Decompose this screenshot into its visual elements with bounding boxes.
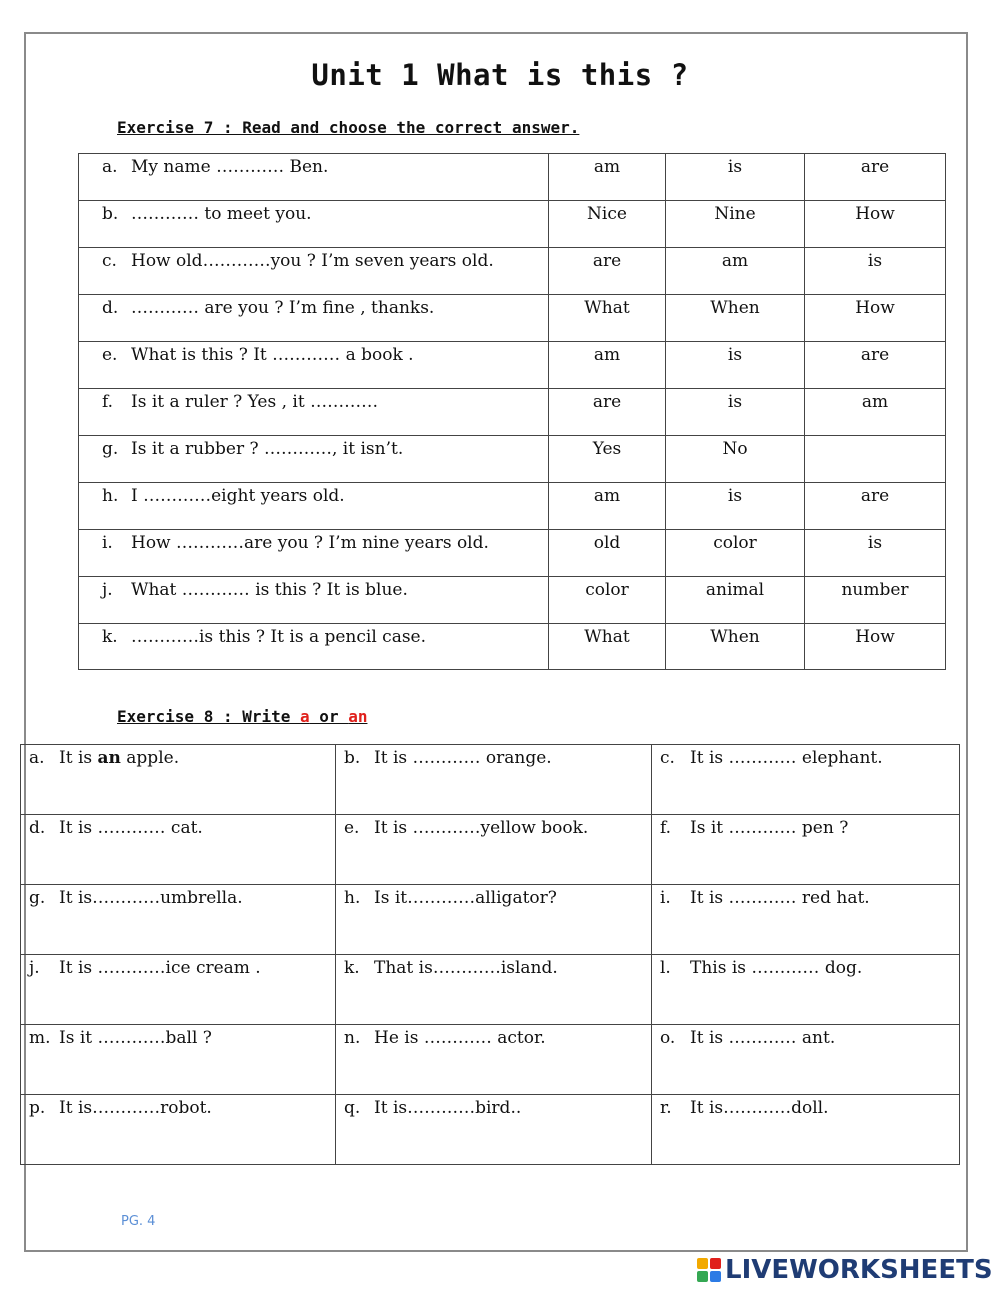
ex7-option[interactable]: old [549, 530, 666, 577]
ex7-option[interactable] [805, 436, 946, 483]
ex7-row [79, 201, 946, 248]
ex8-cell[interactable] [652, 885, 960, 955]
ex7-option[interactable]: am [666, 248, 805, 295]
ex7-row [79, 154, 946, 201]
ex7-question-text: What ………… is this ? It is blue. [131, 580, 408, 600]
ex7-row [79, 342, 946, 389]
ex7-option[interactable]: is [666, 154, 805, 201]
ex8-row [21, 885, 960, 955]
ex7-option[interactable]: No [666, 436, 805, 483]
ex8-text: It is…………doll. [690, 1098, 829, 1118]
ex8-label: d. [29, 818, 46, 838]
ex7-option[interactable]: color [666, 530, 805, 577]
ex7-option[interactable]: animal [666, 577, 805, 624]
ex7-question [79, 530, 549, 577]
ex7-option[interactable]: Nice [549, 201, 666, 248]
ex7-option[interactable]: is [666, 483, 805, 530]
ex7-option[interactable]: are [549, 389, 666, 436]
ex7-question-text: ………… to meet you. [131, 204, 312, 224]
ex8-label: a. [29, 748, 45, 768]
exercise-7-table [78, 153, 946, 670]
ex7-row [79, 436, 946, 483]
ex8-label: k. [344, 958, 360, 978]
ex7-row [79, 624, 946, 670]
ex8-label: q. [344, 1098, 361, 1118]
ex8-text: It is …………yellow book. [374, 818, 589, 838]
ex7-option[interactable]: What [549, 295, 666, 342]
ex7-question-text: How old…………you ? I’m seven years old. [131, 251, 494, 271]
ex8-row [21, 1025, 960, 1095]
ex8-text: That is…………island. [374, 958, 558, 978]
ex7-question-label: a. [102, 157, 118, 177]
ex8-label: m. [29, 1028, 51, 1048]
ex8-label: n. [344, 1028, 361, 1048]
ex7-question-label: j. [102, 580, 113, 600]
ex7-question-text: …………is this ? It is a pencil case. [131, 627, 427, 647]
ex7-option[interactable]: am [805, 389, 946, 436]
ex8-cell[interactable] [336, 745, 652, 815]
exercise-8-heading [117, 707, 367, 726]
ex7-question-label: g. [102, 439, 119, 459]
ex7-question-label: h. [102, 486, 119, 506]
ex7-row [79, 530, 946, 577]
ex8-cell[interactable] [652, 955, 960, 1025]
ex7-option[interactable]: How [805, 624, 946, 670]
ex8-cell[interactable] [652, 815, 960, 885]
ex7-option[interactable]: How [805, 295, 946, 342]
ex8-label: p. [29, 1098, 46, 1118]
ex7-question-label: d. [102, 298, 119, 318]
ex8-text: It is…………umbrella. [59, 888, 243, 908]
ex8-row [21, 815, 960, 885]
ex7-question-text: Is it a ruler ? Yes , it ………… [131, 392, 379, 412]
ex7-question-label: k. [102, 627, 118, 647]
ex8-text: This is ………… dog. [690, 958, 863, 978]
ex8-text: Is it…………alligator? [374, 888, 557, 908]
ex7-question [79, 342, 549, 389]
ex8-row [21, 745, 960, 815]
ex7-row [79, 577, 946, 624]
ex7-option[interactable]: am [549, 154, 666, 201]
ex7-question-label: c. [102, 251, 117, 271]
ex7-question-text: ………… are you ? I’m fine , thanks. [131, 298, 435, 318]
ex7-option[interactable]: What [549, 624, 666, 670]
ex7-option[interactable]: are [805, 483, 946, 530]
ex8-cell[interactable] [336, 885, 652, 955]
ex7-option[interactable]: is [805, 248, 946, 295]
ex8-text: It is ………… orange. [374, 748, 552, 768]
ex8-label: f. [660, 818, 672, 838]
exercise-8-heading-or: or [309, 707, 349, 726]
ex7-question [79, 577, 549, 624]
page-number: PG. 4 [121, 1214, 156, 1229]
ex8-text: It is ………… ant. [690, 1028, 836, 1048]
ex7-question [79, 295, 549, 342]
ex8-label: j. [29, 958, 40, 978]
liveworksheets-logo [697, 1255, 993, 1285]
ex8-label: i. [660, 888, 671, 908]
ex8-text: It is ………… cat. [59, 818, 203, 838]
ex8-text: He is ………… actor. [374, 1028, 546, 1048]
exercise-8-table [20, 744, 960, 1165]
ex7-option[interactable]: color [549, 577, 666, 624]
ex7-question [79, 389, 549, 436]
ex8-text: It is…………bird.. [374, 1098, 522, 1118]
ex7-option[interactable]: Nine [666, 201, 805, 248]
ex8-label: b. [344, 748, 361, 768]
ex7-question [79, 201, 549, 248]
ex8-row [21, 1095, 960, 1165]
ex7-question-label: b. [102, 204, 119, 224]
ex7-question-label: e. [102, 345, 118, 365]
ex7-question [79, 154, 549, 201]
exercise-8-heading-a: a [300, 707, 310, 726]
ex8-cell[interactable] [336, 1095, 652, 1165]
ex8-text: It is ………… red hat. [690, 888, 870, 908]
ex8-text: It is …………ice cream . [59, 958, 261, 978]
ex8-cell[interactable] [21, 1095, 336, 1165]
ex7-option[interactable]: are [549, 248, 666, 295]
ex7-option[interactable]: When [666, 295, 805, 342]
ex7-question-text: What is this ? It ………… a book . [131, 345, 414, 365]
ex7-question-text: How …………are you ? I’m nine years old. [131, 533, 489, 553]
ex8-label: o. [660, 1028, 676, 1048]
ex7-row [79, 248, 946, 295]
ex7-option[interactable]: is [666, 389, 805, 436]
ex7-question [79, 624, 549, 670]
ex7-option[interactable]: When [666, 624, 805, 670]
exercise-7-heading: Exercise 7 : Read and choose the correct answer. [117, 118, 580, 137]
ex8-cell[interactable] [652, 1025, 960, 1095]
ex8-cell[interactable] [336, 955, 652, 1025]
ex8-text-before: It is [59, 748, 98, 768]
ex7-option[interactable]: Yes [549, 436, 666, 483]
ex8-example-answer: an [97, 748, 121, 768]
ex7-option[interactable]: How [805, 201, 946, 248]
logo-text: LIVEWORKSHEETS [725, 1255, 993, 1285]
ex8-label: l. [660, 958, 671, 978]
page-title: Unit 1 What is this ? [311, 58, 689, 92]
ex7-question-label: f. [102, 392, 114, 412]
ex8-cell[interactable] [336, 1025, 652, 1095]
ex8-text: It is…………robot. [59, 1098, 212, 1118]
ex8-cell[interactable] [652, 745, 960, 815]
ex8-label: h. [344, 888, 361, 908]
ex7-option[interactable]: is [666, 342, 805, 389]
ex8-text: Is it …………ball ? [59, 1028, 212, 1048]
ex7-row [79, 295, 946, 342]
ex7-question [79, 436, 549, 483]
exercise-8-heading-prefix: Exercise 8 : Write [117, 707, 301, 726]
ex8-cell [21, 745, 336, 815]
ex7-option[interactable]: am [549, 483, 666, 530]
ex8-cell[interactable] [336, 815, 652, 885]
ex8-cell[interactable] [652, 1095, 960, 1165]
ex8-cell[interactable] [21, 955, 336, 1025]
ex7-row [79, 389, 946, 436]
ex7-question-text: My name ………… Ben. [131, 157, 329, 177]
ex7-question [79, 483, 549, 530]
ex8-label: g. [29, 888, 46, 908]
ex7-question-label: i. [102, 533, 113, 553]
ex8-label: c. [660, 748, 675, 768]
ex7-option[interactable]: am [549, 342, 666, 389]
ex8-label: e. [344, 818, 360, 838]
exercise-8-heading-an: an [348, 707, 368, 726]
ex8-cell[interactable] [21, 1025, 336, 1095]
ex8-text: It is ………… elephant. [690, 748, 883, 768]
ex8-label: r. [660, 1098, 672, 1118]
ex8-cell[interactable] [21, 885, 336, 955]
ex8-row [21, 955, 960, 1025]
ex7-question-text: Is it a rubber ? …………, it isn’t. [131, 439, 404, 459]
ex7-option[interactable]: are [805, 154, 946, 201]
ex8-cell[interactable] [21, 815, 336, 885]
ex7-question-text: I …………eight years old. [131, 486, 345, 506]
ex7-question [79, 248, 549, 295]
ex7-option[interactable]: is [805, 530, 946, 577]
logo-grid-icon [697, 1258, 721, 1282]
ex8-text: Is it ………… pen ? [690, 818, 849, 838]
ex7-row [79, 483, 946, 530]
ex8-text-after: apple. [120, 748, 180, 768]
ex7-option[interactable]: are [805, 342, 946, 389]
ex7-option[interactable]: number [805, 577, 946, 624]
